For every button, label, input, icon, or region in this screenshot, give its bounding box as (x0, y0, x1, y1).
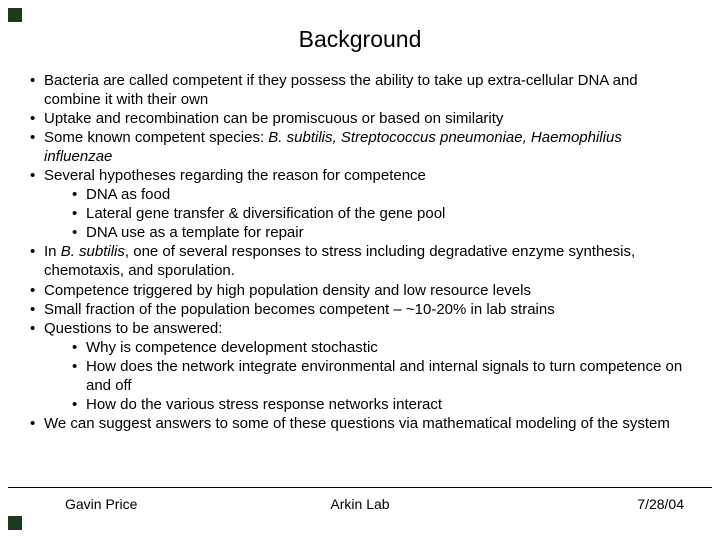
bullet-list (0, 71, 720, 433)
bullet-text: We can suggest answers to some of these questions via mathematical modeling of the system (44, 414, 670, 432)
bullet-text: Bacteria are called competent if they possess the ability to take up extra-cellular DNA and combine it with their own (44, 72, 638, 109)
bullet-marker: • (30, 319, 36, 337)
bullet-item (72, 204, 694, 223)
bullet-text: How do the various stress response networks interact (86, 395, 442, 413)
bullet-item (72, 395, 694, 414)
footer-divider (8, 487, 712, 488)
corner-decoration-bottom-icon (8, 516, 22, 530)
bullet-item (30, 300, 694, 319)
bullet-text: In B. subtilis, one of several responses to stress including degradative enzyme synthesis, chemotaxis, and sporulation. (44, 243, 636, 280)
bullet-item (72, 223, 694, 242)
bullet-marker: • (72, 224, 78, 242)
bullet-item (72, 338, 694, 357)
bullet-item (30, 128, 694, 166)
bullet-item (30, 281, 694, 300)
bullet-item (30, 109, 694, 128)
bullet-item (30, 242, 694, 280)
bullet-item (30, 71, 694, 109)
bullet-text: Some known competent species: B. subtilis, Streptococcus pneumoniae, Haemophilius influenzae (44, 129, 622, 166)
bullet-marker: • (30, 72, 36, 89)
footer-date: 7/28/04 (637, 496, 684, 512)
slide-title: Background (298, 26, 422, 52)
bullet-item (30, 166, 694, 185)
bullet-text: Questions to be answered: (44, 319, 223, 337)
bullet-text: DNA use as a template for repair (86, 224, 304, 242)
bullet-text: Lateral gene transfer & diversification of the gene pool (86, 205, 446, 223)
bullet-marker: • (30, 414, 36, 432)
bullet-marker: • (30, 300, 36, 318)
bullet-marker: • (30, 129, 36, 147)
bullet-text: Uptake and recombination can be promiscuous or based on similarity (44, 110, 504, 128)
bullet-marker: • (72, 357, 78, 375)
bullet-text: Competence triggered by high population density and low resource levels (44, 281, 531, 299)
bullet-marker: • (72, 186, 78, 204)
bullet-item (30, 319, 694, 338)
bullet-text: Several hypotheses regarding the reason for competence (44, 167, 426, 185)
footer-author: Gavin Price (65, 496, 138, 512)
bullet-text: Why is competence development stochastic (86, 338, 378, 356)
bullet-marker: • (30, 243, 36, 261)
corner-decoration-top-icon (8, 8, 22, 22)
bullet-marker: • (72, 395, 78, 413)
bullet-marker: • (30, 167, 36, 185)
bullet-text: DNA as food (86, 186, 171, 204)
bullet-marker: • (72, 205, 78, 223)
bullet-item (72, 185, 694, 204)
bullet-text: How does the network integrate environmental and internal signals to turn competence on and off (86, 357, 683, 394)
bullet-item (30, 414, 694, 433)
bullet-marker: • (30, 281, 36, 299)
bullet-marker: • (72, 338, 78, 356)
bullet-text: Small fraction of the population becomes competent – ~10-20% in lab strains (44, 300, 555, 318)
bullet-item (72, 357, 694, 395)
footer-lab: Arkin Lab (330, 496, 390, 512)
bullet-marker: • (30, 110, 36, 128)
